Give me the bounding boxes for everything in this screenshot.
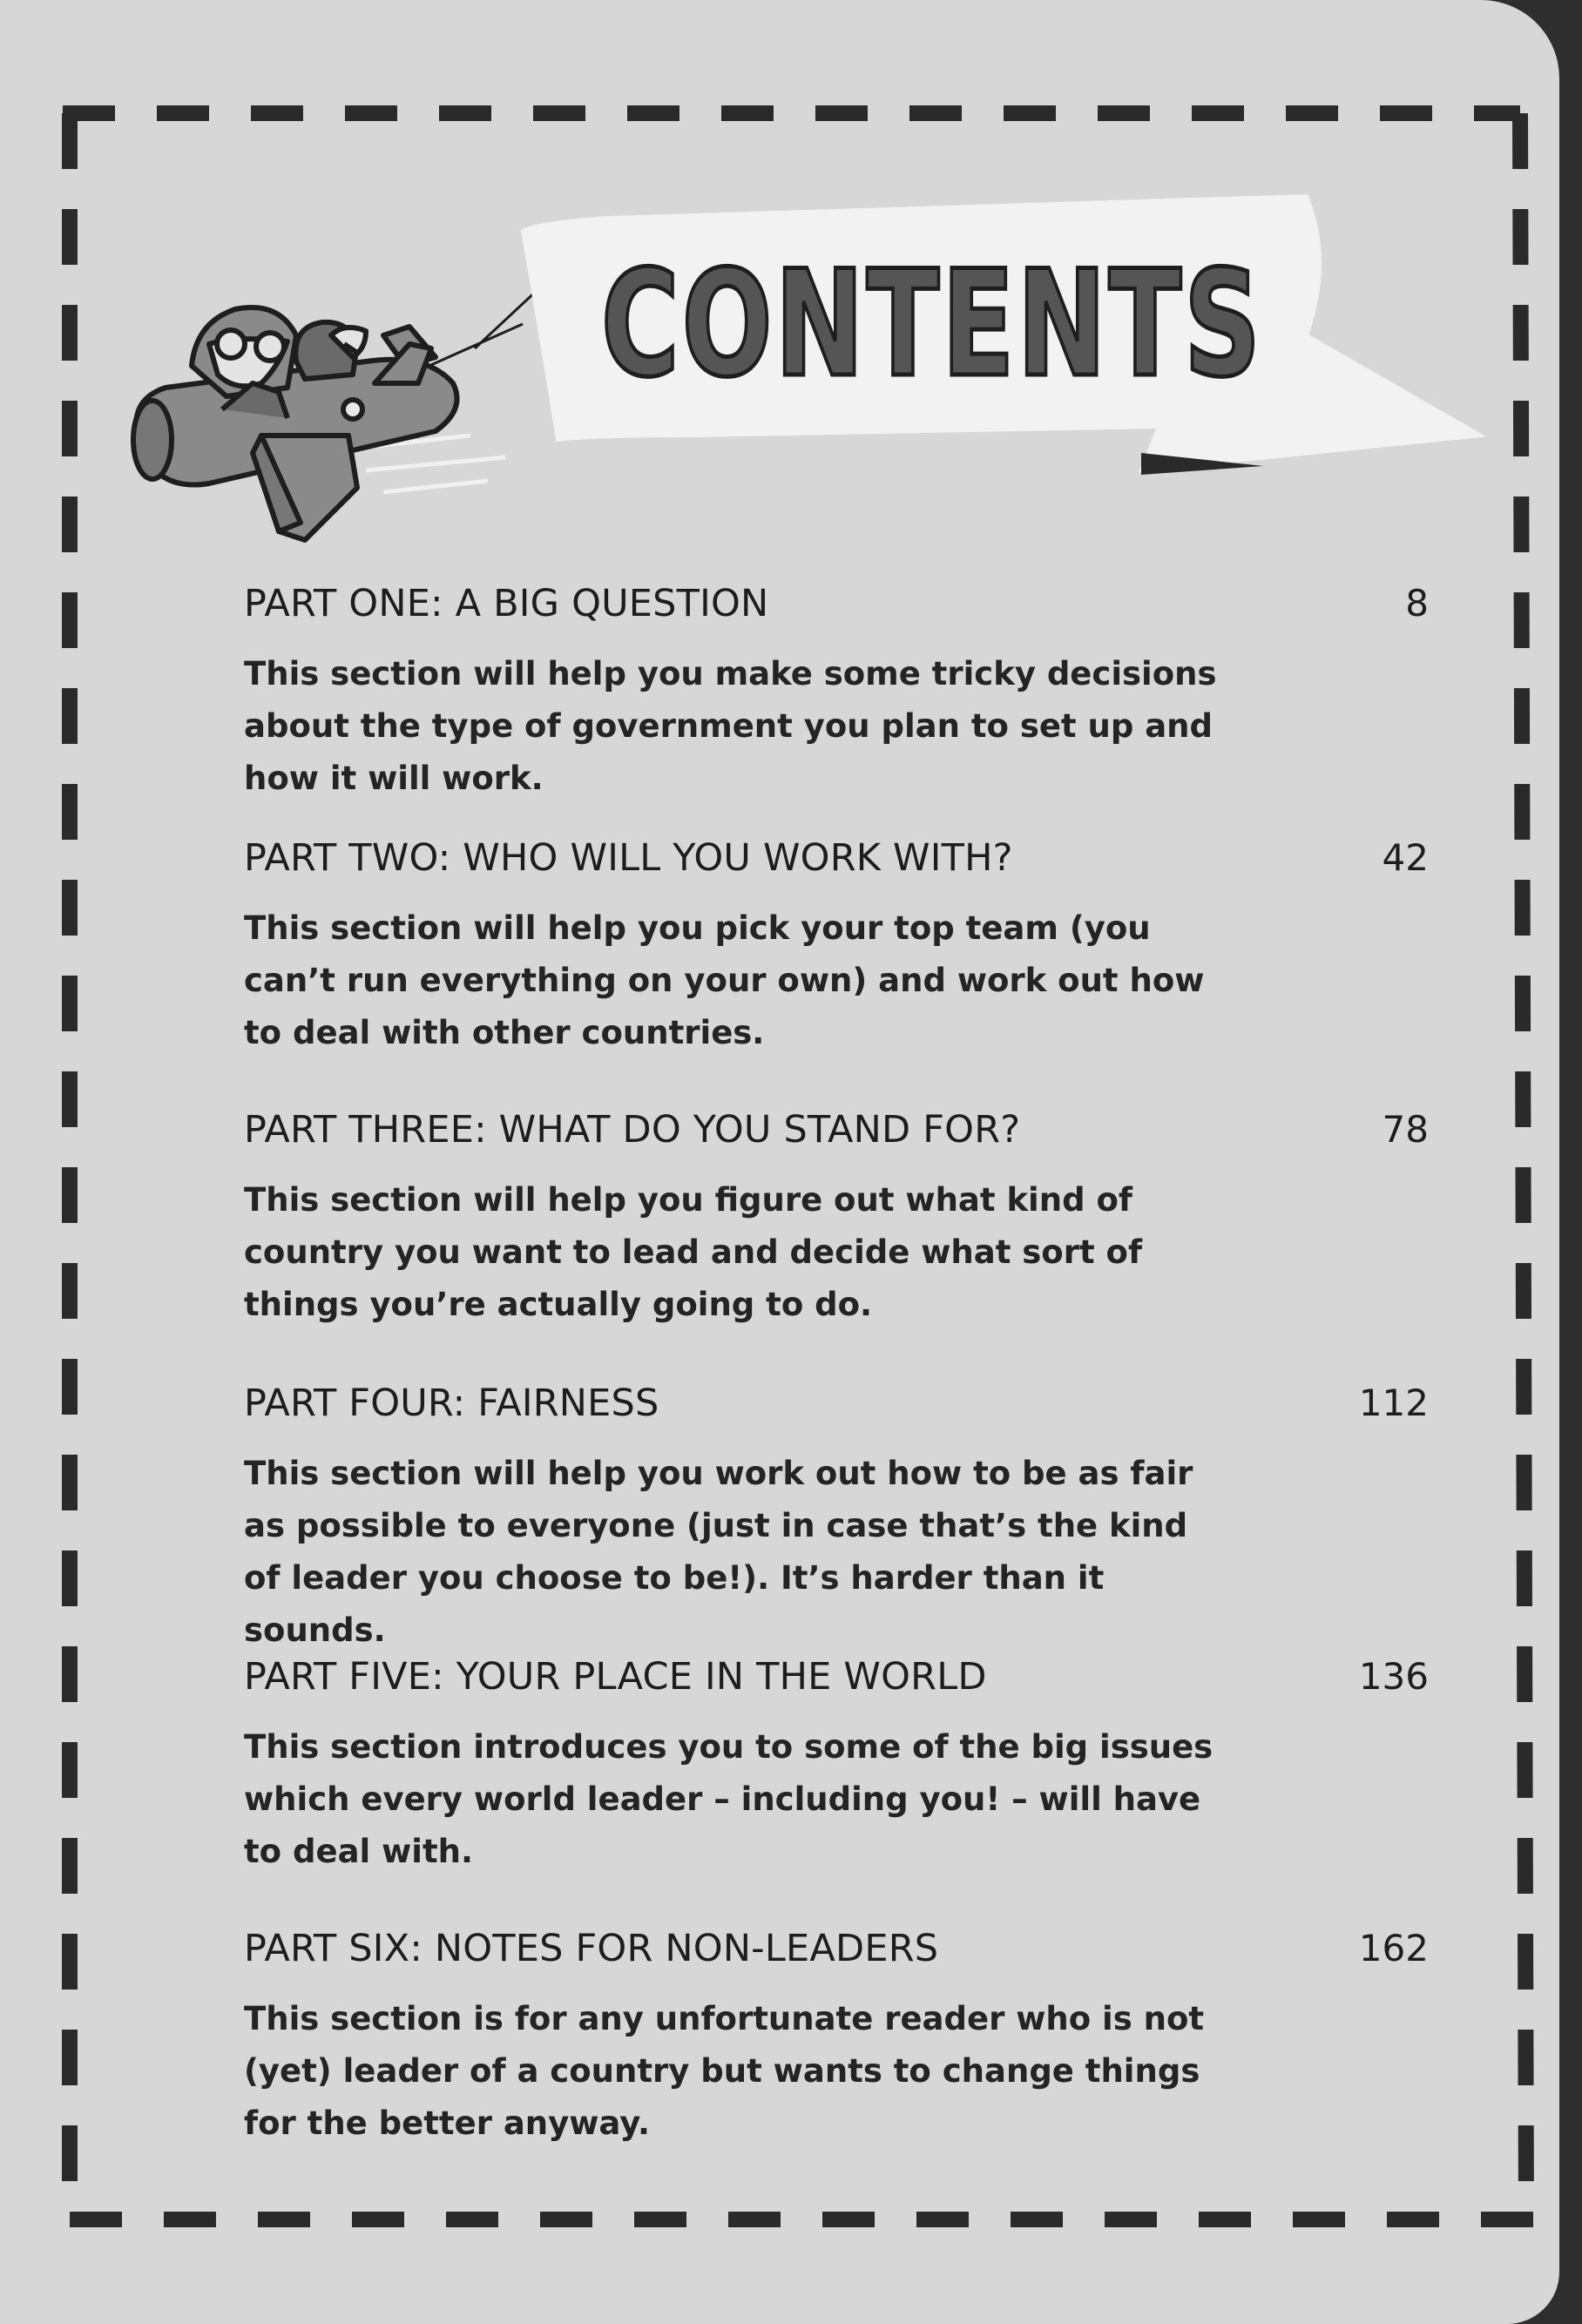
toc-entry-description: This section introduces you to some of the big issues which every world leader – including you! – will have to deal with. <box>244 1728 1214 1870</box>
toc-entry-title: PART THREE: WHAT DO YOU STAND FOR? <box>244 1108 1021 1152</box>
toc-entry-title: PART ONE: A BIG QUESTION <box>244 582 769 625</box>
toc-entry-description: This section will help you make some tricky decisions about the type of government you plan to set up and how it will work. <box>244 655 1217 797</box>
toc-entry-description: This section will help you work out how to be as fair as possible to everyone (just in case that’s the kind of leader you choose to be!). It’s harder than it sounds. <box>244 1455 1193 1649</box>
toc-entry-part-five[interactable] <box>244 1655 1429 1878</box>
toc-entry-part-four[interactable] <box>244 1382 1429 1657</box>
toc-entry-title: PART FOUR: FAIRNESS <box>244 1382 659 1425</box>
toc-entry-description: This section is for any unfortunate reader who is not (yet) leader of a country but wants to change things for the better anyway. <box>244 2000 1205 2142</box>
contents-title: CONTENTS <box>601 239 1263 409</box>
toc-entry-part-three[interactable] <box>244 1108 1429 1331</box>
toc-entry-page-number: 42 <box>1382 836 1429 879</box>
toc-entry-part-six[interactable] <box>244 1927 1429 2150</box>
toc-entry-title: PART SIX: NOTES FOR NON-LEADERS <box>244 1927 939 1970</box>
toc-entry-page-number: 112 <box>1358 1382 1429 1424</box>
toc-entry-description: This section will help you pick your top team (you can’t run everything on your own) and work out how to deal with other countries. <box>244 909 1205 1051</box>
dog-icon <box>295 322 366 379</box>
toc-entry-page-number: 78 <box>1382 1108 1429 1151</box>
toc-entry-page-number: 8 <box>1405 582 1429 625</box>
toc-entry-title: PART TWO: WHO WILL YOU WORK WITH? <box>244 836 1013 880</box>
toc-entry-page-number: 162 <box>1358 1927 1429 1969</box>
toc-entry-page-number: 136 <box>1358 1655 1429 1698</box>
toc-entry-part-one[interactable] <box>244 582 1429 805</box>
toc-entry-description: This section will help you figure out what kind of country you want to lead and decide what sort of things you’re actually going to do. <box>244 1181 1143 1323</box>
header-illustration <box>0 0 1559 610</box>
toc-entry-part-two[interactable] <box>244 836 1429 1059</box>
toc-entry-title: PART FIVE: YOUR PLACE IN THE WORLD <box>244 1655 987 1699</box>
